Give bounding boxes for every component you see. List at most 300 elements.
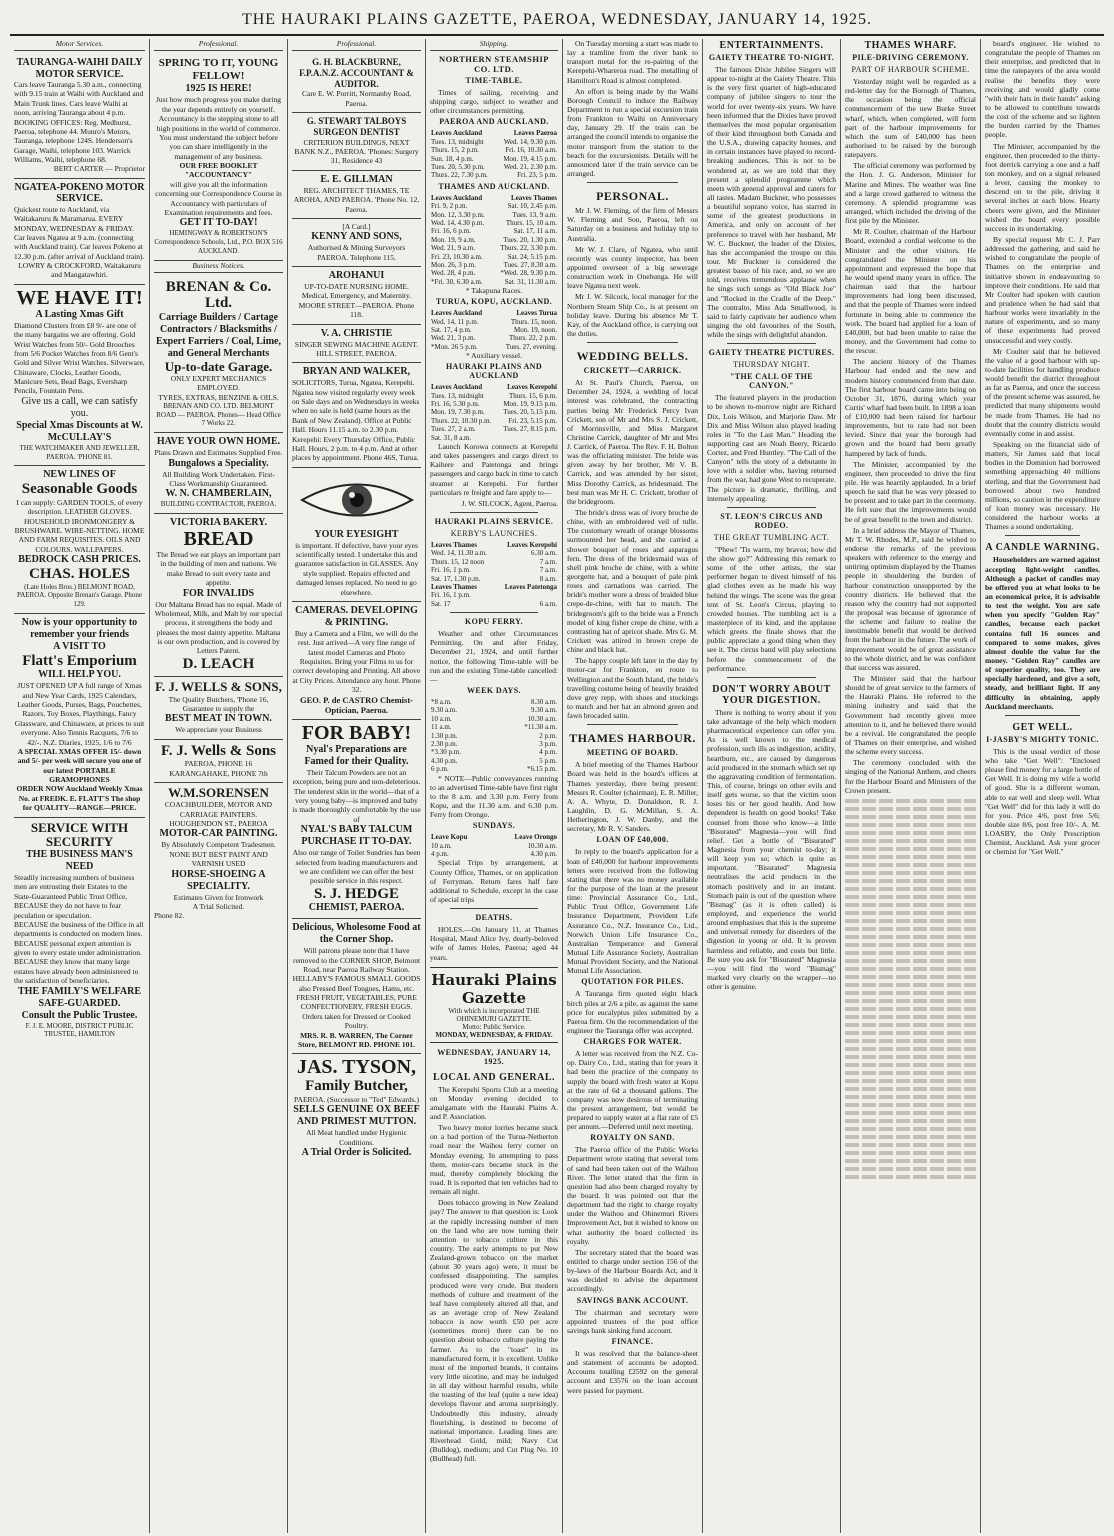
table-header-row	[430, 309, 558, 317]
ad-name: AROHANUI	[328, 270, 385, 282]
table-cell: Sat. 31, 8 a.m.	[431, 433, 472, 442]
personal-title: PERSONAL.	[596, 189, 669, 204]
route-text: Launch Korowa connects at Kerepehi and takes passengers and cargo direct to Kaihere and Patetonga and brings passengers and cargo back in time to catch steamer at Kerepehi. For further particulars re freight and fare apply to—	[430, 442, 558, 497]
table-cell: 6 p.m.	[431, 765, 449, 774]
ad-ngatea-pokeno-motor	[14, 179, 145, 285]
divider	[450, 612, 538, 613]
ad-victoria-bakery	[154, 514, 283, 677]
table-cell: Fri. 16, 6 p.m.	[431, 227, 471, 236]
ad-text: Diamond Clusters from £8 9/- are one of the many bargains we are offering. Gold Wrist Watches from 50/- Gold Brooches from 5/6 Pocket Watches from 8/6 Gent's Gold and Silver Wrist Watches. Silverware, Chinaware, Clocks, Leather Goods, Manicure Sets, Bead Bags, Eversharp Pencils, Fountain Pens.	[14, 320, 145, 396]
ad-text: BEDROCK CASH PRICES.	[18, 554, 141, 565]
ad-wells-butchers	[154, 677, 283, 739]
ad-text: Give us a call, we can satisfy you.	[21, 395, 138, 419]
digestion-title: DON'T WORRY ABOUT YOUR DIGESTION.	[712, 683, 831, 706]
ad-title: WE HAVE IT!	[16, 286, 143, 309]
ad-big-title: BRENAN & Co. Ltd.	[165, 278, 272, 311]
table-cell: 9.30 a.m.	[431, 706, 458, 715]
table-cell: *Mon. 26 5 p.m.	[431, 342, 478, 351]
route-note: * Auxiliary vessel.	[465, 351, 523, 361]
ad-text: Quickest route to Auckland, via Waitakaruru & Maramarua. EVERY MONDAY, WEDNESDAY & FRIDAY. Car leaves Ngatea at 9 a.m. (connecting with Auckland train). Car leaves Pokeno at 12.30 p.m. (after arrival of Auckland train).	[14, 204, 145, 261]
table-cell: Wed. 14, 4.30 p.m.	[431, 218, 485, 227]
table-cell: Sun. 18, 4 p.m.	[431, 154, 474, 163]
divider	[1005, 715, 1080, 716]
entertainments-title: ENTERTAINMENTS.	[719, 40, 824, 51]
table-cell: Leaves Kerepehi	[507, 541, 557, 550]
ad-name: E. E. GILLMAN	[320, 173, 393, 185]
table-row	[430, 591, 558, 599]
gazette-nameplate	[430, 967, 558, 1043]
ad-title: Family Butcher,	[305, 1078, 408, 1095]
route-table	[430, 309, 558, 351]
article-paragraph: The ceremony concluded with the singing of the National Anthem, and cheers for the Harbour Board and Ministers of the Crown present.	[845, 758, 976, 795]
divider	[727, 677, 816, 678]
table-row	[430, 278, 558, 286]
service-subtitle: KERBY'S LAUNCHES.	[450, 529, 538, 539]
ad-title: VICTORIA BAKERY.	[170, 517, 267, 529]
table-row	[430, 400, 558, 408]
table-row	[430, 566, 558, 574]
table-cell: 7 a.m.	[539, 557, 557, 566]
table-row	[430, 219, 558, 227]
table-row	[430, 392, 558, 400]
ad-text: Buy a Camera and a Film, we will do the rest. Just arrived—A very fine range of latest model Cameras and Photo Requisites. Bring your Films to us for correct developing and Printing. All above at City Prices. Attendance any hour. Phone 32.	[292, 628, 421, 695]
ad-text: OUR FREE BOOKLET "ACCOUNTANCY"	[179, 161, 258, 180]
ad-text: BOOKING OFFICES: Reg. Medhurst, Paeroa, telephone 44. Munro's Motors, Tauranga, telephone 124S. Henderson's Garage, Waihi, telephone 103. Warrick Williams, Waihi, telephone 68.	[14, 117, 133, 164]
route-title: THAMES AND AUCKLAND.	[438, 181, 550, 191]
ferry-subtitle: WEEK DAYS.	[467, 685, 521, 695]
table-cell: Thurs. 15, 12 noon	[431, 557, 485, 566]
ad-text: BECAUSE personal expert attention is given to every estate under administration.	[14, 938, 142, 958]
ad-title: Delicious, Wholesome Food at the Corner Shop.	[292, 922, 421, 946]
table-cell: 7 a.m.	[539, 566, 557, 575]
ad-name: CHAS. HOLES	[29, 566, 130, 582]
table-row	[430, 600, 558, 608]
ad-signature: BUILDING CONTRACTOR, PAEROA.	[160, 500, 277, 509]
table-cell: Mon. 19, 7.30 p.m.	[431, 408, 485, 417]
article-paragraph: The bride's dress was of ivory broche de chine, with an embroidered veil of tulle. The customary wreath of orange blossoms surmounted her head, and she carried a shower bouquet of roses and asparagus fern. The dress of the bridesmaid was of shell pink broche de chine, with a white georgette hat, and a bouquet of pale pink roses and carnations was carried. The bride's mother wore a dress of braided blue crepe-de-chine, with hat to match. The bridegroom's gift to the bride was a French model of king fisher crepe de chine, with a contrasting hat of apricot shade. Mrs G. M. Crickett was attired in brown crepe de chine and black hat.	[567, 508, 698, 655]
article-paragraph: The Minister said that the harbour should be of great service to the farmers of the Hauraki Plains. He referred to the mining industry and said that the Government had recently given more attention to it, and he believed there would be a revival. He congratulated the people of Thames on their enterprise, and wished the scheme every success.	[845, 674, 976, 757]
table-cell: Leaves Thames	[511, 193, 557, 202]
table-cell: Tues. 27, 8.30 a.m.	[503, 260, 557, 269]
ad-signature: CHEMIST, PAEROA.	[308, 902, 405, 914]
table-cell: Wed. 28, 4 p.m.	[431, 269, 476, 278]
route-table	[430, 129, 558, 179]
ad-blackburne	[292, 54, 421, 113]
ad-kenny-surveyors	[292, 219, 421, 267]
table-cell: Thurs. 22, 7.30 p.m.	[431, 171, 488, 180]
ad-signature: BRENAN AND CO. LTD. BELMONT ROAD — PAEROA. Phones— Head Office 7 Works 22.	[156, 401, 281, 428]
ad-text: ONLY EXPERT MECHANICS EMPLOYED.	[170, 373, 267, 393]
ferry-text: Weather and other Circumstances Permitting. On and after Friday, December 21, 1924, and until further notice, the following Time-table will be run and the existing Time-table cancelled:—	[430, 629, 558, 684]
table-cell: 4.30 p.m.	[431, 756, 458, 765]
article-paragraph: The happy couple left later in the day by motor-car for Frankton, en route to Wellington and the South Island, the bride's travelling costume being of heavily braided dove grey repp, with shoes and stockings to match and her hat an almond green and fawn brocaded satin.	[567, 656, 698, 721]
ad-text: is important. If defective, have your eyes scientifically tested. I undertake this and guarantee satisfaction in GLASSES. Any style supplied. Repairs effected and damaged lenses replaced. No need to go elsewhere.	[294, 540, 419, 597]
ad-big-title: JAS. TYSON,	[296, 1056, 417, 1079]
table-cell: 4 p.m.	[431, 849, 449, 858]
ad-hedge-nyals	[292, 720, 421, 919]
table-cell: Wed. 21, 9 a.m.	[431, 244, 475, 253]
table-cell: 10 a.m.	[431, 841, 452, 850]
table-cell: Leaves Auckland	[431, 309, 483, 318]
route-title: TURUA, KOPU, AUCKLAND.	[435, 297, 553, 307]
table-cell: Fri. 16, 10.30 a.m.	[505, 146, 557, 155]
table-cell: *8 a.m.	[431, 697, 452, 706]
ad-text: FRESH FRUIT, VEGETABLES, PURE CONFECTIONERY, FRESH EGGS. Orders taken for Dressed or Cooked Poultry.	[296, 993, 417, 1031]
table-cell: Leaves Turua	[516, 309, 557, 318]
ad-text: BECAUSE they know that many large estates have already been administered to the satisfaction of beneficiaries.	[14, 957, 139, 986]
table-cell: Sat. 17	[431, 599, 451, 608]
ad-text: Consult the Public Trustee.	[21, 1009, 138, 1021]
table-cell: Mon. 19, noon.	[514, 325, 557, 334]
table-cell: Thurs. 22, 3.30 p.m.	[500, 244, 557, 253]
article-paragraph: The Minister, accompanied by the engineer, then proceeded to the thirty-foot derrick carrying a one and a half ton monkey, and on a signal released a lever, causing the monkey to descend on to the pile, driving it several inches at each blow. Hearty cheers were given, and the Minister wished the board every possible success in its undertaking.	[985, 141, 1100, 233]
article-subheading: GAIETY THEATRE PICTURES.	[708, 348, 835, 358]
table-row	[430, 842, 558, 850]
table-cell: Fri. 16, 1 p.m.	[431, 591, 471, 600]
article-paragraph: Does tobacco growing in New Zealand pay? The answer to that question is: Look at the rapidly increasing number of men on the land who are now turning their attention to tobacco culture in this country. The early attempts to put New Zealand-grown tobacco on the market (about 30 years ago) were, it must be confessed disappointing. The samples produced were very crude. But modern methods of culture and treatment of the leaf have completely altered all that, and as an average crop of New Zealand tobacco is now worth £50 per acre (sometimes more) there can be no question about tobacco culture paying the farmer. As to the "toast" in its manufactured form, it is excellent. Unlike most of the imported brands, it contains very little nicotine, and may be indulged in all day without harmful results, while the toasting of the leaf (quite a new idea) develops flavour and aroma surprisingly. Undoubtedly this industry, already flourishing, is destined to become of national importance. Leading lines are: Riverhead Gold, mild; Navy Cut (Bulldog), medium; and Cut Plug No. 10 (Bullhead) full.	[430, 1198, 558, 1464]
table-row	[430, 765, 558, 773]
table-cell: Tues. 20, 5.15 p.m.	[503, 408, 557, 417]
article-paragraph: There is nothing to worry about if you take advantage of the help which modern pharmaceutical experience can offer you. As is well known to the medical profession, such ills as indigestion, acidity, heartburn, etc., are caused by dangerous acid produced in the stomach which set up the aggravating condition of fermentation. This, of course, brings on other evils and itself gets worse, so that the victim soon loses his or her good health. And how dependent is health on good books! Take counsel from those who know—a little "Bisurated" Magnesia—you will find relief. Get a bottle of "Bisurated" Magnesia from your chemist to-day; it will keep you so; which is quite as important. "Bisurated" Magnesia neutralises the acid products in the stomach positively and in an instant. Stomach pain is out of the question where "Bismag" (as it is often called) is employed, and experience the world around emphasises that this is the supreme and universal remedy for disorders of the digestion in young or old. It is proven harmless and reliable, and costs but little. Be sure you ask for "Bisurated" Magnesia—you will find the word "Bismag" marked very clearly on the wrapper—no other is genuine.	[707, 707, 836, 992]
article-paragraph: The featured players in the production to be shown to-morrow night are Richard Dix, Lois Wilson, and Marjorie Daw. Mr Dix and Miss Wilson also played leading roles in "To the Last Man." Heading the supporting cast are Noah Beery, Ricardo Cortez, and Fred Huntley. "The Call of the Canyon" tells the story of a debutante in love with a soldier who, having returned from the war, had gone West to recuperate. The picture is dramatic, thrilling, and intensely appealing.	[707, 393, 836, 503]
table-cell: Leave Orongo	[514, 833, 557, 842]
article-paragraph: It was resolved that the balance-sheet and statement of accounts be adopted. Accounts totalling £2592 on the general account and £3576 on the loan account were passed for payment.	[567, 1349, 698, 1395]
article-paragraph: The chairman and secretary were appointed trustees of the post office savings bank sinking fund account.	[567, 1307, 698, 1335]
get-well-title: GET WELL.	[1012, 721, 1073, 733]
ad-accountancy-school	[154, 54, 283, 261]
article-paragraph: A letter was received from the N.Z. Co-op. Dairy Co., Ltd., stating that for years it had been the practice of the company to supply the board with fresh water at Kopu at the rate of 6d a thousand gallons. The company was now desirous of terminating the present arrangement, but would be prepared to supply water at a flat rate of £5 per annum.—Deferred until next meeting.	[567, 1049, 698, 1132]
table-row	[430, 343, 558, 351]
gazette-days: MONDAY, WEDNESDAY, & FRIDAY.	[435, 1030, 553, 1039]
ad-title: Nyal's Preparations are Famed for their Quality.	[304, 743, 409, 767]
ad-signature: F. J. E. MOORE, DISTRICT PUBLIC TRUSTEE, HAMILTON	[25, 1021, 134, 1039]
ad-text: Steadily increasing numbers of business men are entrusting their Estates to the State-Guaranteed Public Trust Office,	[14, 873, 135, 901]
ad-name: KENNY AND SONS,	[311, 231, 402, 243]
ad-chas-holes	[14, 466, 145, 614]
ad-talboys-dentist	[292, 113, 421, 171]
column-heading: Motor Services.	[14, 39, 145, 51]
ferry-table	[430, 698, 558, 774]
shipping-title: NORTHERN STEAMSHIP CO. LTD.	[438, 54, 549, 74]
column-heading: Business Notices.	[154, 261, 283, 273]
table-cell: Mon. 26, 3 p.m.	[431, 260, 476, 269]
table-cell: 10 a.m.	[431, 714, 452, 723]
table-row	[430, 698, 558, 706]
article-subheading: SAVINGS BANK ACCOUNT.	[576, 1295, 689, 1305]
candle-warning-title: A CANDLE WARNING.	[985, 542, 1100, 554]
table-row	[430, 757, 558, 765]
ad-subtitle: 1925 IS HERE!	[185, 83, 252, 95]
thames-wharf-subtitle: PILE-DRIVING CEREMONY.	[852, 53, 969, 62]
table-cell: Thurs. 22, 2 p.m.	[508, 334, 557, 343]
ad-christie	[292, 325, 421, 364]
column-7	[841, 39, 981, 1533]
ad-text: MOTOR-CAR PAINTING.	[159, 828, 278, 840]
table-cell: Wed. 14, 9.30 p.m.	[503, 137, 557, 146]
ad-gillman-architect	[292, 171, 421, 219]
article-paragraph: The ancient history of the Thames Harbour had ended and the new and modern history commenced from that date. The first harbour board came into being on October 31, 1876, during which year Curtis' wharf had been built. In 1898 a loan of £10,000 had been raised for harbour improvements, but to rate had not been levied. Since that year the borough had grown and the board had been greatly hampered by lack of funds.	[845, 357, 976, 458]
article-paragraph: Mr J. W. Silcock, local manager for the Northern Steam Ship Co., is at present on holiday leave. During his absence Mr T. Kay, of the Auckland office, is carrying out the duties.	[567, 292, 698, 338]
divider	[587, 724, 678, 725]
ad-title: THE BUSINESS MAN'S NEED	[26, 849, 133, 873]
wedding-subtitle: CRICKETT—CARRICK.	[583, 366, 682, 376]
article-paragraph: By special request Mr C. J. Parr addressed the gathering, and said he wished to congratulate the people of Thames on the enterprise and initiative shown in endeavouring to improve their conditions. He said that Mr Coulter had spoken with caution and prudence when he had said that harbour works were invariably in the nature of experiments, and so many of these experiments had proved unsuccessful and very costly.	[985, 234, 1100, 345]
table-row	[430, 715, 558, 723]
ad-sorensen-coachbuilder	[154, 783, 283, 925]
entertainments-subtitle: GAIETY THEATRE TO-NIGHT.	[708, 53, 835, 62]
table-cell: Tues. 13, midnight	[431, 137, 484, 146]
table-row	[430, 850, 558, 858]
route-table	[430, 383, 558, 442]
ad-arohanui	[292, 267, 421, 325]
table-cell: 5 p.m.	[539, 756, 557, 765]
ad-text: A Trial Order is Solicited.	[301, 1146, 412, 1158]
divider	[450, 512, 538, 513]
table-header-row	[430, 541, 558, 549]
table-cell: Leaves Auckland	[431, 383, 483, 392]
table-cell: Leaves Kerepehi	[507, 383, 557, 392]
service-table	[430, 541, 558, 583]
table-row	[430, 146, 558, 154]
article-paragraph: Mr Coulter said that he believed the value of a good harbour with up-to-date facilities for handling produce would benefit the district throughout as far as Paeroa, and once the success of the present scheme was assured, he predicted that many shipments would be made from Thames. He had no doubt that the country districts would eventually come in and assist.	[985, 346, 1100, 438]
table-row	[430, 236, 558, 244]
article-subheading: ST. LEON'S CIRCUS AND RODEO.	[720, 511, 823, 530]
thames-harbour-subtitle: MEETING OF BOARD.	[586, 748, 679, 758]
table-cell: Wed. 14, 11 p.m.	[431, 317, 479, 326]
eye-icon	[292, 471, 421, 529]
table-cell: Sat. 24, 5.15 p.m.	[507, 252, 557, 261]
table-cell: *6.15 p.m.	[527, 765, 557, 774]
table-cell: *3.30 p.m.	[431, 748, 461, 757]
ad-name: F. J. WELLS & SONS,	[155, 679, 282, 695]
article-paragraph: Mr R. Coulter, chairman of the Harbour Board, extended a cordial welcome to the Minister and the other visitors. He congratulated the Minister on his appointment and expressed the hope that he would spend many years in office. The chairman said that the harbour improvements had long been discussed, and that the people of Thames were indeed fortunate in being able to commence the work. The board had applied for a loan of £40,000, but had been unable to raise the money, and the Government had come to the rescue.	[845, 227, 976, 356]
article-subheading: THE GREAT TUMBLING ACT.	[713, 532, 830, 542]
ferry-title: KOPU FERRY.	[464, 617, 524, 627]
table-cell: Thurs. 15, 6 p.m.	[508, 391, 557, 400]
table-cell: 4 p.m.	[539, 748, 557, 757]
table-cell	[498, 434, 559, 442]
table-header-row	[430, 583, 558, 591]
table-cell: 6.30 a.m.	[530, 549, 557, 558]
table-cell: Leaves Thames	[431, 582, 477, 591]
column-3	[288, 39, 426, 1533]
ad-big-title: Seasonable Goods	[21, 481, 138, 498]
column-4	[426, 39, 563, 1533]
ad-text: PURCHASE IT TO-DAY.	[301, 836, 412, 848]
table-row	[430, 138, 558, 146]
table-cell: Tues. 27, 8.15 p.m.	[503, 425, 557, 434]
thames-wharf-title: THAMES WHARF.	[864, 40, 957, 51]
table-row	[430, 202, 558, 210]
table-cell: Leaves Thames	[431, 541, 477, 550]
table-cell: Fri. 16, 1 p.m.	[431, 566, 471, 575]
table-row	[430, 253, 558, 261]
ad-text: The Bread we eat plays an important part in the building of men and nations. We make Bread to suit every taste and appetite.	[156, 550, 281, 588]
table-cell: Sat. 31, 11.30 a.m.	[504, 277, 557, 286]
table-row	[430, 326, 558, 334]
table-cell	[490, 591, 558, 599]
table-cell: 3 p.m.	[539, 739, 557, 748]
article-paragraph: In a brief address the Mayor of Thames, Mr T. W. Rhodes, M.P., said he wished to endorse the remarks of the previous speakers with reference to the energy and untiring optimism displayed by the Thames people in shouldering the burden of harbour construction unsupported by the country districts. He believed that the reason why the country had not supported the proposal was because of ignorance of the scheme and failure to realise the inestimable benefit that would be derived from the harbour in the future. The work of improvement would be of great assistance to the whole district, and he was confident that success was assured.	[845, 525, 976, 672]
article-paragraph: A brief meeting of the Thames Harbour Board was held in the board's offices at Thames yesterday, there being present: Messrs R. Coulter (chairman), E. R. Miller, A. A. Whyte, D. Donaldson, R. J. Laughlin, D. G. McMillan, S. A. Hetherington, J. W. Danby, and the secretary, Mr R. V. Sanders.	[567, 760, 698, 834]
table-cell: *11.30 a.m.	[524, 723, 557, 732]
ad-name: S. J. HEDGE	[313, 885, 400, 902]
table-cell: Thurs. 22, 10.30 p.m.	[431, 416, 492, 425]
table-cell: Sat. 17, 11 a.m.	[513, 227, 557, 236]
ad-text: Their Talcum Powders are not an exception, being pure and non-deleterious. The tenderest skin in the world—that of a very young baby—is improved and baby is made thoroughly comfortable by the use of	[292, 767, 421, 824]
table-cell: Thurs. 15, 10 a.m.	[505, 218, 557, 227]
ad-text: BEST MEAT IN TOWN.	[165, 713, 272, 725]
ad-name: V. A. CHRISTIE	[320, 327, 393, 339]
article-paragraph: Householders are warned against accepting light-weight candles. Although a packet of candles may be offered you at what looks to be an economical price, it is advisable to test the weight. You are safe when you specify "Golden Ray" candles, because each packet contains full 16 ounces and compared to some makes, gives almost double the value for the money. "Golden Ray" candles are of superior quality, too. They are specially hardened, and give a soft, steady, and brilliant light. If any difficulty in obtaining, apply Auckland merchants.	[985, 555, 1100, 711]
ad-text: I can supply: GARDEN TOOLS, of every description. LEATHER GLOVES. HOUSEHOLD IRONMONGERY & BRUSHWARE. WIRE-NETTING. HOME AND FARM REQUISITES. OILS AND COLOURS. WALLPAPERS.	[14, 497, 145, 554]
ad-public-trust	[14, 818, 145, 1044]
service-table	[430, 583, 558, 608]
route-title: PAEROA AND AUCKLAND.	[439, 117, 549, 127]
article-paragraph: Speaking on the financial side of matters, Sir James said that local bodies in the Dominion had borrowed something approaching 40 millions sterling, and that the Government had borrowed about two hundred millions, so caution in the expenditure of loan money was necessary. He considered the harbour works at Thames a sound undertaking.	[985, 440, 1100, 532]
article-paragraph: board's engineer. He wished to congratulate the people of Thames on their enterprise, and predicted that in time the ratepayers of the area would realise the benefits they were receiving and would gladly come "with their hats in their hands" asking to be allowed to contribute towards the cost of the scheme and so lighten the burden carried by the Thames people.	[985, 39, 1100, 140]
table-row	[430, 261, 558, 269]
ad-text: A VISIT TO	[53, 640, 106, 652]
column-5	[563, 39, 703, 1533]
columns	[10, 39, 1104, 1533]
ad-text: PAEROA, PHONE 16 KARANGAHAKE, PHONE 7th	[169, 759, 268, 778]
ad-text: NONE BUT BEST PAINT AND VARNISH USED	[169, 849, 268, 869]
article-paragraph: The Minister, accompanied by the engineer, then proceeded to drive the first pile. He was heartily applauded. In a brief speech he said that he was very pleased to be present and to take part in the ceremony. He felt sure that the improvements would be of great benefit to the town and district.	[845, 459, 976, 524]
ad-title: NGATEA-POKENO MOTOR SERVICE.	[14, 181, 145, 205]
ad-text: Our Maltana Bread has no equal. Made of Wholemeal, Milk, and Malt by our special process, it strengthens the body and pleases the most dainty appetite. Maltana is our own production, and is covered by Letters Patent.	[154, 599, 283, 656]
ad-text: We appreciate your Business	[175, 725, 262, 735]
ad-text: HORSE-SHOEING A SPECIALITY.	[171, 868, 266, 892]
ad-tauranga-waihi-motor	[14, 54, 145, 179]
ad-text: All Meat handled under Hygienic Conditions.	[306, 1128, 407, 1147]
ad-signature: (Late Holes Bros.) BELMONT ROAD, PAEROA. Opposite Brenan's Garage. Phone 129.	[16, 582, 143, 608]
ad-text: All Building Work Undertaken. First-Class Workmanship Guaranteed.	[162, 469, 275, 488]
ad-chamberlain-builder	[154, 433, 283, 514]
ad-text: TYRES, EXTRAS, BENZINE & OILS.	[158, 392, 279, 402]
ad-text: A SPECIAL XMAS OFFER 15/- down and 5/- per week will secure you one of our latest PORTABLE GRAMOPHONES	[17, 746, 142, 784]
table-header-row	[430, 129, 558, 137]
ad-text: Authorised & Mining Surveyors PAEROA. Telephone 115.	[307, 243, 406, 262]
table-cell: Tues. 20, 1.30 p.m.	[503, 235, 557, 244]
ad-text: GET IT TO-DAY!	[179, 217, 258, 229]
table-cell: Fri. 23, 10.30 a.m.	[431, 252, 483, 261]
ad-signature: GEO. P. de CASTRO Chemist-Optician, Paeroa.	[299, 694, 414, 715]
ferry-table	[430, 833, 558, 858]
table-cell: Leaves Patetonga	[504, 582, 557, 591]
illegible-text-block	[845, 799, 976, 1179]
get-well-subtitle: I-JASBY'S MIGHTY TONIC.	[986, 734, 1099, 744]
ad-text: Also our range of Toilet Sundries has been selected from leading manufacturers and we are confident we can offer the best possible service in this respect.	[292, 848, 421, 886]
ad-title: NEW LINES OF	[43, 469, 116, 481]
ad-text: Cars leave Tauranga 5.30 a.m., connecting with 9.15 train at Waihi with Auckland and Main Trunk lines. Cars leave Waihi at noon, arriving Tauranga about 4 p.m.	[14, 80, 144, 118]
table-cell: 4.30 p.m.	[530, 849, 557, 858]
article-paragraph: The official ceremony was performed by the Hon. J. G. Anderson, Minister for Marine and Mines. The weather was fine and a large crowd gathered to witness the ceremony. A splendid programme was arranged, which included the driving of the first pile by the Minister.	[845, 161, 976, 226]
ad-big-title: F. J. Wells & Sons	[160, 742, 277, 759]
ferry-subtitle: SUNDAYS.	[472, 821, 516, 831]
table-cell: 10.30 a.m.	[527, 841, 557, 850]
ad-signature: THE WATCHMAKER AND JEWELLER, PAEROA. 'PHONE 81.	[19, 443, 140, 461]
article-paragraph: Two heavy motor lorries became stuck on a bad portion of the Turua-Netherton road near the Waihou ferry corner on Monday evening. In attempting to pass them, motor-cars became stuck in the mud, thereby completely blocking the road. It is reported that ten vehicles had to remain all night.	[430, 1123, 558, 1197]
ad-name: W. N. CHAMBERLAIN,	[165, 488, 272, 500]
ad-title: YOUR EYESIGHT	[314, 528, 399, 540]
table-cell: Wed. 21, 3 p.m.	[431, 334, 476, 343]
table-cell: Fri. 23, 5.15 p.m.	[508, 416, 557, 425]
ad-warren-corner-store	[292, 919, 421, 1054]
table-cell: Thurs. 15, noon.	[510, 317, 557, 326]
table-cell: 2.30 p.m.	[431, 739, 458, 748]
table-row	[430, 171, 558, 179]
ad-name: D. LEACH	[182, 655, 255, 672]
table-row	[430, 269, 558, 277]
ad-big-title: FOR BABY!	[301, 721, 412, 744]
ad-tyson-butcher	[292, 1054, 421, 1163]
local-general-title: LOCAL AND GENERAL.	[432, 1071, 556, 1083]
article-subheading: QUOTATION FOR PILES.	[581, 977, 684, 987]
table-cell: Wed. 21, 2.30 p.m.	[503, 162, 557, 171]
ad-flatts-emporium	[14, 614, 145, 818]
article-subheading: ROYALTY ON SAND.	[590, 1133, 675, 1143]
table-cell: Sat. 17, 1.30 p.m.	[431, 574, 481, 583]
ad-text: Carriage Builders / Cartage Contractors / Blacksmiths / Expert Farriers / Coal, Lime, and General Merchants	[156, 311, 281, 359]
column-heading: Professional.	[154, 39, 283, 51]
table-header-row	[430, 194, 558, 202]
table-cell: Mon. 19, 9.15 p.m.	[503, 400, 557, 409]
table-cell: Tues. 13, 9 a.m.	[512, 210, 557, 219]
gazette-date: WEDNESDAY, JANUARY 14, 1925.	[437, 1047, 551, 1066]
table-row	[430, 425, 558, 433]
ad-title: Now is your opportunity to remember your friends	[21, 616, 138, 640]
ad-brenan-co	[154, 276, 283, 434]
thames-wharf-subtitle: PART OF HARBOUR SCHEME.	[851, 65, 970, 74]
ad-text: Care E. W. Porritt, Normanby Road, Paeroa.	[302, 89, 411, 108]
timetable-title: TIME-TABLE.	[465, 76, 523, 85]
ad-text: PAEROA. (Successor to "Ted" Edwards.)	[294, 1094, 419, 1104]
column-heading: Shipping.	[430, 39, 558, 51]
ad-name: W.M.SORENSEN	[168, 784, 269, 800]
table-cell: Leaves Paeroa	[513, 129, 557, 138]
article-paragraph: A Tauranga firm quoted eight black birch piles at 2/6 a pile, as against the same price for eucalyptus piles submitted by a Paeroa firm. On the recommendation of the engineer the Tauranga offer was accepted.	[567, 989, 698, 1035]
ad-title: HAVE YOUR OWN HOME.	[156, 436, 281, 448]
table-cell: Mon. 12, 3.30 p.m.	[431, 210, 485, 219]
column-heading: Professional.	[292, 39, 421, 51]
table-row	[430, 575, 558, 583]
table-cell: 8.30 a.m.	[530, 697, 557, 706]
table-cell: Thurs. 15, 2 p.m.	[431, 146, 480, 155]
article-paragraph: The Paeroa office of the Public Works Department wrote stating that several tons of sand had been taken out of the Waihou River. The letter stated that the firm in question had also been charged royalty by the board. It was pointed out that the department had the right to charge royalty under the Waihou and Ohinemuri Rivers Improvement Act, but it wished to know on what authority the board collected its royalty.	[567, 1145, 698, 1246]
article-paragraph: "Phew! 'Tis warm, my bravos; how did the show go?" Addressing this remark to some of the other artists, the star performer began to divest himself of his glad clothes even as he made his way behind the wings. The scene was the great tent of St. Leon's Circus, playing to crowded houses. The tumbling act is a masterpiece of its kind, and the applause which greets the finale shows that the public appreciate a good thing when they see it. The circus band will play selections before the commencement of the performance.	[707, 544, 836, 673]
article-paragraph: An effort is being made by the Waihi Borough Council to induce the Railway Department to run a special excursion train from Frankton to Waihi on Anniversary day, January 29. If the train can be arranged the council intends to organise the motor transport from the station to the beach for the excursionists. Details will be announced later if the train service can be arranged.	[567, 86, 698, 178]
ad-text: FOR INVALIDS	[182, 587, 255, 599]
timetable-notice: Times of sailing, receiving and shipping cargo, subject to weather and other circumstances permitting.	[430, 88, 558, 116]
table-row	[430, 434, 558, 442]
table-cell: 11 a.m.	[431, 723, 452, 732]
ad-text: Up-to-date Garage.	[164, 358, 273, 374]
article-paragraph: Mr W. J. Clare, of Ngatea, who until recently was county inspector, has been appointed overseer of a big sewerage construction work in Onehunga. He will leave Ngatea next week.	[567, 244, 698, 291]
ad-signature: HEMINGWAY & ROBERTSON'S Correspondence Schools, Ltd., P.O. BOX 516 AUCKLAND.	[154, 229, 283, 255]
ad-text: ORDER NOW Auckland Weekly Xmas No. at FREDK. E. FLATT'S The shop for QUALITY—RANGE—PRICE.	[16, 784, 143, 813]
ad-text: By Absolutely Competent Tradesmen.	[161, 840, 276, 850]
table-cell: Mon. 19, 9 a.m.	[431, 235, 476, 244]
table-row	[430, 318, 558, 326]
table-row	[430, 211, 558, 219]
article-paragraph: On Tuesday morning a start was made to lay a tramline from the river bank to transport metal for the re-pairing of the Kerepehi-Whareroa road. The metalling of Hamilton's Road is almost completed.	[567, 39, 698, 85]
ad-text: HELLABY'S FAMOUS SMALL GOODS also Pressed Beef Tongues, Hams, etc.	[292, 974, 421, 993]
table-cell: Fri. 23, 5 p.m.	[517, 171, 557, 180]
table-cell: Wed. 14, 11.30 a.m.	[431, 549, 487, 558]
ad-title: TAURANGA-WAIHI DAILY MOTOR SERVICE.	[16, 57, 143, 80]
ad-de-castro-cameras	[292, 602, 421, 720]
